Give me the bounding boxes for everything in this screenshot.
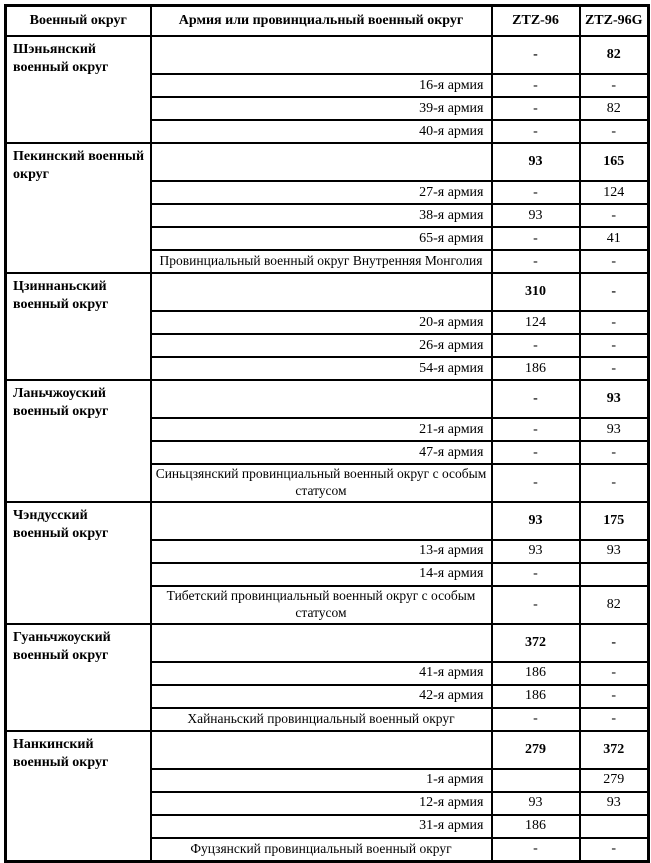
district-total-ztz96g-cell: - xyxy=(580,273,649,311)
tank-allocation-table xyxy=(4,4,650,863)
district-name-cell: Цзиннаньский военный округ xyxy=(6,273,151,380)
district-total-ztz96-cell: 93 xyxy=(492,502,580,540)
ztz96g-value-cell: 93 xyxy=(580,418,649,441)
ztz96g-value-cell: 82 xyxy=(580,97,649,120)
ztz96-value-cell: 186 xyxy=(492,815,580,838)
column-header-military-district: Военный округ xyxy=(6,6,151,37)
ztz96-value-cell: - xyxy=(492,227,580,250)
ztz96g-value-cell: 93 xyxy=(580,540,649,563)
ztz96g-value-cell: - xyxy=(580,685,649,708)
unit-name-cell: 1-я армия xyxy=(151,769,492,792)
ztz96-value-cell: - xyxy=(492,250,580,273)
unit-name-cell: Тибетский провинциальный военный округ с особым статусом xyxy=(151,586,492,624)
district-name-cell: Нанкинский военный округ xyxy=(6,731,151,862)
district-summary-spacer-cell xyxy=(151,143,492,181)
district-total-ztz96-cell: 279 xyxy=(492,731,580,769)
district-total-ztz96g-cell: 93 xyxy=(580,380,649,418)
unit-name-cell: Фуцзянский провинциальный военный округ xyxy=(151,838,492,862)
ztz96-value-cell: - xyxy=(492,464,580,502)
unit-name-cell: 12-я армия xyxy=(151,792,492,815)
ztz96-value-cell: 93 xyxy=(492,204,580,227)
unit-name-cell: Провинциальный военный округ Внутренняя Монголия xyxy=(151,250,492,273)
ztz96-value-cell: 186 xyxy=(492,685,580,708)
ztz96-value-cell: 186 xyxy=(492,357,580,380)
ztz96-value-cell: - xyxy=(492,334,580,357)
ztz96-value-cell: - xyxy=(492,97,580,120)
unit-name-cell: 38-я армия xyxy=(151,204,492,227)
district-total-ztz96g-cell: 165 xyxy=(580,143,649,181)
unit-name-cell: 16-я армия xyxy=(151,74,492,97)
ztz96g-value-cell: - xyxy=(580,311,649,334)
ztz96g-value-cell: 41 xyxy=(580,227,649,250)
district-summary-spacer-cell xyxy=(151,380,492,418)
unit-name-cell: 41-я армия xyxy=(151,662,492,685)
ztz96g-value-cell: - xyxy=(580,250,649,273)
district-summary-spacer-cell xyxy=(151,36,492,74)
ztz96-value-cell: - xyxy=(492,563,580,586)
district-name-cell: Пекинский военный округ xyxy=(6,143,151,273)
ztz96g-value-cell: - xyxy=(580,204,649,227)
district-total-ztz96g-cell: 175 xyxy=(580,502,649,540)
ztz96g-value-cell: - xyxy=(580,662,649,685)
unit-name-cell: 54-я армия xyxy=(151,357,492,380)
ztz96g-value-cell: 93 xyxy=(580,792,649,815)
unit-name-cell: 31-я армия xyxy=(151,815,492,838)
ztz96g-value-cell: - xyxy=(580,74,649,97)
ztz96-value-cell: 186 xyxy=(492,662,580,685)
unit-name-cell: 14-я армия xyxy=(151,563,492,586)
ztz96-value-cell: - xyxy=(492,586,580,624)
ztz96g-value-cell: 82 xyxy=(580,586,649,624)
district-summary-spacer-cell xyxy=(151,624,492,662)
unit-name-cell: 13-я армия xyxy=(151,540,492,563)
district-total-ztz96-cell: 310 xyxy=(492,273,580,311)
column-header-ztz96: ZTZ-96 xyxy=(492,6,580,37)
unit-name-cell: 26-я армия xyxy=(151,334,492,357)
district-total-ztz96-cell: 372 xyxy=(492,624,580,662)
ztz96-value-cell: - xyxy=(492,120,580,143)
district-summary-row xyxy=(6,143,649,181)
ztz96-value-cell: - xyxy=(492,708,580,731)
column-header-army-or-provincial-district: Армия или провинциальный военный округ xyxy=(151,6,492,37)
district-summary-row xyxy=(6,36,649,74)
district-name-cell: Ланьчжоуский военный округ xyxy=(6,380,151,502)
ztz96g-value-cell: 124 xyxy=(580,181,649,204)
column-header-ztz96g: ZTZ-96G xyxy=(580,6,649,37)
district-summary-row xyxy=(6,731,649,769)
unit-name-cell: 20-я армия xyxy=(151,311,492,334)
district-summary-row xyxy=(6,502,649,540)
ztz96g-value-cell: 279 xyxy=(580,769,649,792)
ztz96-value-cell: - xyxy=(492,418,580,441)
district-summary-row xyxy=(6,624,649,662)
header-row xyxy=(6,6,649,37)
ztz96-value-cell xyxy=(492,769,580,792)
ztz96g-value-cell: - xyxy=(580,838,649,862)
unit-name-cell: Хайнаньский провинциальный военный округ xyxy=(151,708,492,731)
unit-name-cell: 65-я армия xyxy=(151,227,492,250)
district-total-ztz96-cell: - xyxy=(492,380,580,418)
unit-name-cell: 40-я армия xyxy=(151,120,492,143)
ztz96-value-cell: 93 xyxy=(492,540,580,563)
district-total-ztz96-cell: - xyxy=(492,36,580,74)
ztz96g-value-cell: - xyxy=(580,357,649,380)
unit-name-cell: 42-я армия xyxy=(151,685,492,708)
unit-name-cell: 47-я армия xyxy=(151,441,492,464)
district-summary-spacer-cell xyxy=(151,731,492,769)
district-name-cell: Шэньянский военный округ xyxy=(6,36,151,143)
ztz96g-value-cell: - xyxy=(580,120,649,143)
unit-name-cell: 21-я армия xyxy=(151,418,492,441)
ztz96-value-cell: 124 xyxy=(492,311,580,334)
district-name-cell: Чэндусский военный округ xyxy=(6,502,151,624)
district-summary-row xyxy=(6,273,649,311)
ztz96-value-cell: - xyxy=(492,181,580,204)
district-summary-spacer-cell xyxy=(151,502,492,540)
district-total-ztz96g-cell: 82 xyxy=(580,36,649,74)
ztz96-value-cell: - xyxy=(492,441,580,464)
ztz96g-value-cell: - xyxy=(580,334,649,357)
district-summary-spacer-cell xyxy=(151,273,492,311)
district-total-ztz96-cell: 93 xyxy=(492,143,580,181)
ztz96-value-cell: - xyxy=(492,838,580,862)
ztz96g-value-cell: - xyxy=(580,441,649,464)
ztz96g-value-cell xyxy=(580,815,649,838)
ztz96g-value-cell: - xyxy=(580,464,649,502)
table-body xyxy=(6,36,649,861)
ztz96-value-cell: - xyxy=(492,74,580,97)
unit-name-cell: 39-я армия xyxy=(151,97,492,120)
district-total-ztz96g-cell: - xyxy=(580,624,649,662)
unit-name-cell: 27-я армия xyxy=(151,181,492,204)
ztz96-value-cell: 93 xyxy=(492,792,580,815)
ztz96g-value-cell xyxy=(580,563,649,586)
district-name-cell: Гуаньчжоуский военный округ xyxy=(6,624,151,731)
unit-name-cell: Синьцзянский провинциальный военный округ с особым статусом xyxy=(151,464,492,502)
district-summary-row xyxy=(6,380,649,418)
district-total-ztz96g-cell: 372 xyxy=(580,731,649,769)
ztz96g-value-cell: - xyxy=(580,708,649,731)
